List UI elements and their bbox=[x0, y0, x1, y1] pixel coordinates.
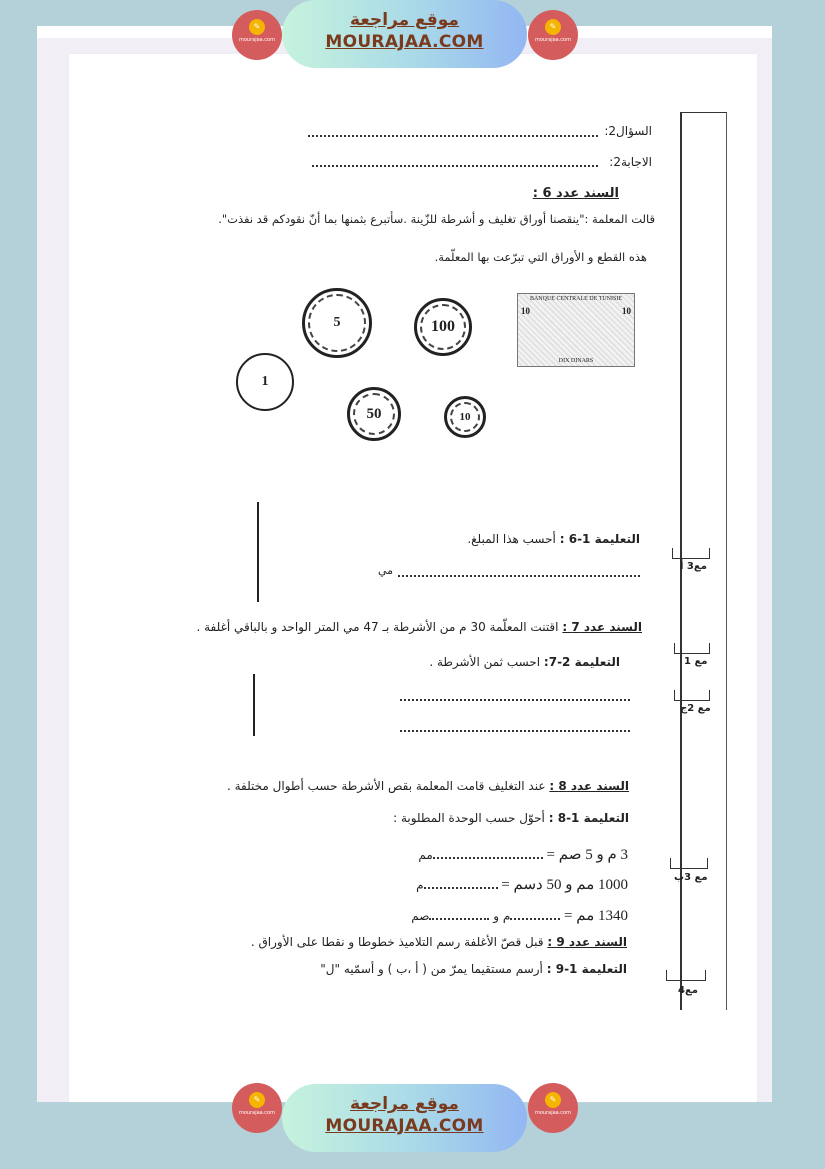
answer-blank[interactable] bbox=[400, 730, 630, 732]
criterion-label: مع 3ب bbox=[674, 872, 708, 883]
task-6-1-label: التعليمة 1-6 : bbox=[559, 532, 640, 546]
conversion-row-3 bbox=[411, 906, 628, 925]
task-7-2-text: احسب ثمن الأشرطة . bbox=[429, 655, 541, 669]
sanad-8 bbox=[227, 779, 629, 793]
watermark-arabic: موقع مراجعة bbox=[350, 1094, 459, 1114]
conversion-row-2 bbox=[416, 875, 628, 894]
coin-5-dinar: 5 bbox=[302, 288, 372, 358]
watermark-latin: MOURAJAA.COM bbox=[325, 32, 484, 52]
criterion-label: مع 1 bbox=[684, 656, 708, 667]
margin-bracket bbox=[666, 970, 706, 981]
book-icon: ✎ bbox=[249, 19, 265, 35]
coin-50-millimes: 50 bbox=[347, 387, 401, 441]
criterion-label: مع4 bbox=[678, 985, 698, 996]
task-7-2-label: التعليمة 2-7: bbox=[543, 655, 620, 669]
answer-blank[interactable] bbox=[400, 699, 630, 701]
task-6-1 bbox=[467, 532, 640, 546]
margin-bracket bbox=[672, 548, 710, 559]
coin-10-millimes: 10 bbox=[444, 396, 486, 438]
banknote-value: 10 bbox=[521, 306, 530, 316]
badge-site: mourajaa.com bbox=[534, 37, 571, 43]
sanad-7 bbox=[196, 620, 642, 634]
answer-blank[interactable] bbox=[429, 918, 489, 920]
watermark-banner-top[interactable] bbox=[282, 0, 527, 68]
answer-blank[interactable] bbox=[308, 135, 598, 137]
answer-blank[interactable] bbox=[424, 887, 498, 889]
question-2-label: السؤال2: bbox=[604, 124, 652, 138]
watermark-badge-left bbox=[232, 10, 282, 60]
answer-blank[interactable] bbox=[433, 857, 543, 859]
watermark-banner-bottom[interactable] bbox=[282, 1084, 527, 1152]
conversion-unit: م bbox=[416, 878, 424, 892]
conversion-left: 3 م و 5 صم = bbox=[546, 847, 628, 863]
answer-2-label: الاجابة2: bbox=[609, 155, 652, 169]
banknote-header: BANQUE CENTRALE DE TUNISIE bbox=[529, 296, 623, 302]
answer-blank[interactable] bbox=[510, 918, 560, 920]
banknote-value: 10 bbox=[622, 306, 631, 316]
watermark-badge-right bbox=[528, 10, 578, 60]
sanad-6-text: قالت المعلمة :"ينقصنا أوراق تغليف و أشرطة للزّينة .سأتبرع بثمنها بما أنّ نقودكم قد نفذت". bbox=[218, 212, 655, 226]
coin-100-millimes: 100 bbox=[414, 298, 472, 356]
badge-site: mourajaa.com bbox=[534, 1110, 571, 1116]
badge-site: mourajaa.com bbox=[238, 37, 275, 43]
task-9-1-label: التعليمة 1-9 : bbox=[546, 962, 627, 976]
task-9-1-text: أرسم مستقيما يمرّ من ( أ ،ب ) و أسمّيه "ل" bbox=[320, 962, 543, 976]
conversion-left: 1000 مم و 50 دسم = bbox=[501, 877, 628, 893]
criterion-label: مع 2ج bbox=[680, 703, 711, 714]
conversion-row-1 bbox=[418, 845, 628, 864]
task-7-2 bbox=[429, 655, 620, 669]
sanad-8-title: السند عدد 8 : bbox=[549, 779, 629, 793]
answer-blank[interactable] bbox=[312, 165, 598, 167]
watermark-badge-left bbox=[232, 1083, 282, 1133]
watermark-arabic: موقع مراجعة bbox=[350, 10, 459, 30]
banknote-10-dinars bbox=[517, 293, 635, 367]
criterion-label: مع3 أ bbox=[680, 561, 707, 572]
watermark-badge-right bbox=[528, 1083, 578, 1133]
sanad-6-text-2: هذه القطع و الأوراق التي تبرّعت بها المعلّمة. bbox=[434, 250, 647, 264]
coin-1-dinar: 1 bbox=[236, 353, 294, 411]
conversion-left: 1340 مم = bbox=[564, 908, 628, 924]
book-icon: ✎ bbox=[545, 19, 561, 35]
margin-bracket bbox=[674, 690, 710, 701]
task-8-1-text: أحوّل حسب الوحدة المطلوبة : bbox=[393, 811, 545, 825]
task-8-1-label: التعليمة 1-8 : bbox=[548, 811, 629, 825]
margin-bracket bbox=[670, 858, 708, 869]
conversion-mid: م و bbox=[493, 909, 511, 923]
conversion-unit: مم bbox=[418, 848, 433, 862]
answer-blank[interactable] bbox=[398, 575, 640, 577]
sanad-9-title: السند عدد 9 : bbox=[547, 935, 627, 949]
badge-site: mourajaa.com bbox=[238, 1110, 275, 1116]
book-icon: ✎ bbox=[249, 1092, 265, 1108]
task-6-1-text: أحسب هذا المبلغ. bbox=[467, 532, 556, 546]
sanad-8-text: عند التغليف قامت المعلمة بقص الأشرطة حسب أطوال مختلفة . bbox=[226, 779, 546, 793]
sanad-7-title: السند عدد 7 : bbox=[562, 620, 642, 634]
sanad-6-title: السند عدد 6 : bbox=[532, 186, 619, 201]
book-icon: ✎ bbox=[545, 1092, 561, 1108]
task-8-1 bbox=[393, 811, 629, 825]
banknote-footer: DIX DINARS bbox=[558, 358, 594, 364]
watermark-latin: MOURAJAA.COM bbox=[325, 1116, 484, 1136]
vertical-line bbox=[257, 502, 259, 602]
vertical-line bbox=[253, 674, 255, 736]
sanad-7-text: اقتنت المعلّمة 30 م من الأشرطة بـ 47 مي المتر الواحد و بالباقي أغلفة . bbox=[196, 620, 559, 634]
task-9-1 bbox=[320, 962, 627, 976]
sanad-9 bbox=[251, 935, 627, 949]
unit-millimes: مي bbox=[378, 564, 394, 577]
conversion-unit: صم bbox=[411, 909, 430, 923]
margin-bracket bbox=[674, 643, 710, 654]
sanad-9-text: قبل قصّ الأغلفة رسم التلاميذ خطوطا و نقطا على الأوراق . bbox=[250, 935, 544, 949]
